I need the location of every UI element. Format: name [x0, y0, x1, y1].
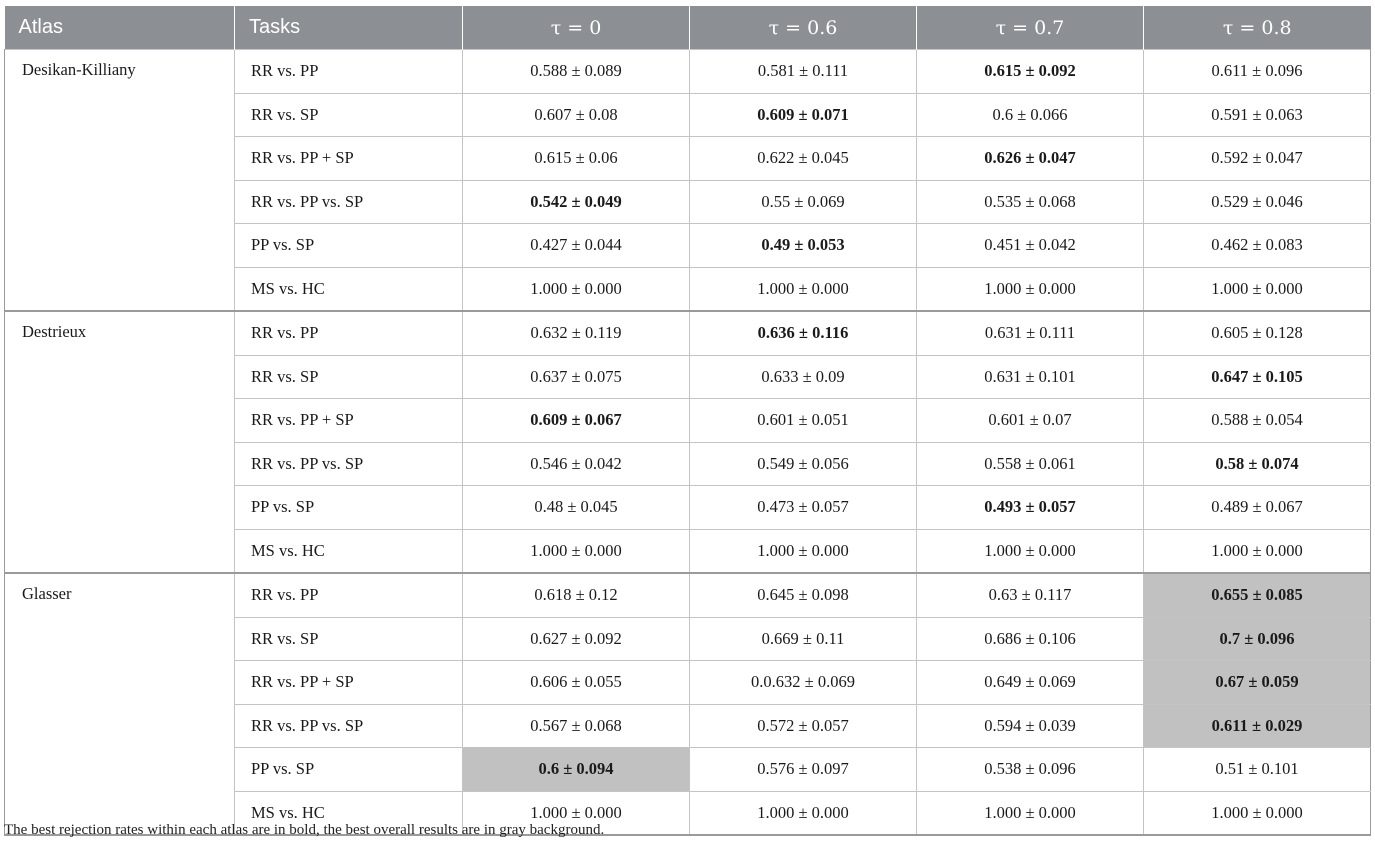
value-cell: 0.605 ± 0.128	[1144, 311, 1371, 355]
task-cell: RR vs. PP	[235, 50, 463, 94]
value-cell: 0.581 ± 0.111	[690, 50, 917, 94]
task-cell: MS vs. HC	[235, 791, 463, 835]
value-cell: 0.655 ± 0.085	[1144, 573, 1371, 617]
value-cell: 1.000 ± 0.000	[690, 791, 917, 835]
value-cell: 0.645 ± 0.098	[690, 573, 917, 617]
value-cell: 0.631 ± 0.101	[917, 355, 1144, 399]
task-cell: RR vs. PP vs. SP	[235, 180, 463, 224]
task-cell: RR vs. PP + SP	[235, 399, 463, 443]
task-cell: RR vs. PP + SP	[235, 137, 463, 181]
value-cell: 0.633 ± 0.09	[690, 355, 917, 399]
value-cell: 0.686 ± 0.106	[917, 617, 1144, 661]
value-cell: 0.451 ± 0.042	[917, 224, 1144, 268]
value-cell: 0.576 ± 0.097	[690, 748, 917, 792]
header-tau-0: τ = 0	[463, 6, 690, 50]
atlas-cell: Glasser	[5, 573, 235, 835]
results-table	[4, 6, 1371, 836]
value-cell: 0.631 ± 0.111	[917, 311, 1144, 355]
value-cell: 0.489 ± 0.067	[1144, 486, 1371, 530]
value-cell: 0.607 ± 0.08	[463, 93, 690, 137]
value-cell: 0.51 ± 0.101	[1144, 748, 1371, 792]
value-cell: 0.647 ± 0.105	[1144, 355, 1371, 399]
task-cell: RR vs. PP	[235, 573, 463, 617]
header-atlas: Atlas	[5, 6, 235, 50]
value-cell: 0.632 ± 0.119	[463, 311, 690, 355]
value-cell: 0.567 ± 0.068	[463, 704, 690, 748]
task-cell: RR vs. PP + SP	[235, 661, 463, 705]
value-cell: 0.609 ± 0.071	[690, 93, 917, 137]
value-cell: 0.611 ± 0.029	[1144, 704, 1371, 748]
task-cell: MS vs. HC	[235, 267, 463, 311]
value-cell: 0.592 ± 0.047	[1144, 137, 1371, 181]
value-cell: 0.609 ± 0.067	[463, 399, 690, 443]
value-cell: 0.626 ± 0.047	[917, 137, 1144, 181]
task-cell: RR vs. SP	[235, 355, 463, 399]
value-cell: 0.669 ± 0.11	[690, 617, 917, 661]
value-cell: 0.493 ± 0.057	[917, 486, 1144, 530]
value-cell: 0.591 ± 0.063	[1144, 93, 1371, 137]
value-cell: 0.622 ± 0.045	[690, 137, 917, 181]
value-cell: 1.000 ± 0.000	[690, 267, 917, 311]
value-cell: 0.572 ± 0.057	[690, 704, 917, 748]
header-tasks: Tasks	[235, 6, 463, 50]
task-cell: RR vs. PP vs. SP	[235, 704, 463, 748]
value-cell: 0.618 ± 0.12	[463, 573, 690, 617]
table-footnote: The best rejection rates within each atlas are in bold, the best overall results are in gray background.	[4, 822, 605, 838]
value-cell: 0.601 ± 0.051	[690, 399, 917, 443]
value-cell: 1.000 ± 0.000	[463, 791, 690, 835]
value-cell: 0.427 ± 0.044	[463, 224, 690, 268]
value-cell: 0.462 ± 0.083	[1144, 224, 1371, 268]
value-cell: 0.535 ± 0.068	[917, 180, 1144, 224]
value-cell: 0.594 ± 0.039	[917, 704, 1144, 748]
table-row	[5, 573, 1371, 617]
value-cell: 0.529 ± 0.046	[1144, 180, 1371, 224]
value-cell: 0.6 ± 0.066	[917, 93, 1144, 137]
value-cell: 0.538 ± 0.096	[917, 748, 1144, 792]
value-cell: 0.546 ± 0.042	[463, 442, 690, 486]
value-cell: 0.601 ± 0.07	[917, 399, 1144, 443]
table-row	[5, 311, 1371, 355]
value-cell: 1.000 ± 0.000	[917, 791, 1144, 835]
value-cell: 0.48 ± 0.045	[463, 486, 690, 530]
task-cell: PP vs. SP	[235, 486, 463, 530]
value-cell: 0.558 ± 0.061	[917, 442, 1144, 486]
value-cell: 0.6 ± 0.094	[463, 748, 690, 792]
header-tau-0-8: τ = 0.8	[1144, 6, 1371, 50]
value-cell: 1.000 ± 0.000	[463, 267, 690, 311]
value-cell: 0.588 ± 0.089	[463, 50, 690, 94]
value-cell: 0.63 ± 0.117	[917, 573, 1144, 617]
task-cell: RR vs. SP	[235, 93, 463, 137]
value-cell: 0.649 ± 0.069	[917, 661, 1144, 705]
value-cell: 0.636 ± 0.116	[690, 311, 917, 355]
value-cell: 0.55 ± 0.069	[690, 180, 917, 224]
value-cell: 1.000 ± 0.000	[917, 529, 1144, 573]
value-cell: 0.49 ± 0.053	[690, 224, 917, 268]
value-cell: 0.7 ± 0.096	[1144, 617, 1371, 661]
value-cell: 0.542 ± 0.049	[463, 180, 690, 224]
header-row	[5, 6, 1371, 50]
value-cell: 0.637 ± 0.075	[463, 355, 690, 399]
value-cell: 1.000 ± 0.000	[1144, 267, 1371, 311]
task-cell: RR vs. PP vs. SP	[235, 442, 463, 486]
value-cell: 0.67 ± 0.059	[1144, 661, 1371, 705]
value-cell: 0.549 ± 0.056	[690, 442, 917, 486]
value-cell: 0.588 ± 0.054	[1144, 399, 1371, 443]
atlas-cell: Destrieux	[5, 311, 235, 573]
value-cell: 1.000 ± 0.000	[463, 529, 690, 573]
task-cell: PP vs. SP	[235, 224, 463, 268]
value-cell: 0.615 ± 0.092	[917, 50, 1144, 94]
value-cell: 1.000 ± 0.000	[690, 529, 917, 573]
value-cell: 0.606 ± 0.055	[463, 661, 690, 705]
value-cell: 0.627 ± 0.092	[463, 617, 690, 661]
header-tau-0-7: τ = 0.7	[917, 6, 1144, 50]
value-cell: 1.000 ± 0.000	[917, 267, 1144, 311]
table-row	[5, 50, 1371, 94]
value-cell: 1.000 ± 0.000	[1144, 529, 1371, 573]
value-cell: 0.58 ± 0.074	[1144, 442, 1371, 486]
task-cell: RR vs. SP	[235, 617, 463, 661]
header-tau-0-6: τ = 0.6	[690, 6, 917, 50]
task-cell: RR vs. PP	[235, 311, 463, 355]
task-cell: PP vs. SP	[235, 748, 463, 792]
atlas-cell: Desikan-Killiany	[5, 50, 235, 312]
value-cell: 0.473 ± 0.057	[690, 486, 917, 530]
task-cell: MS vs. HC	[235, 529, 463, 573]
value-cell: 0.611 ± 0.096	[1144, 50, 1371, 94]
value-cell: 0.0.632 ± 0.069	[690, 661, 917, 705]
value-cell: 0.615 ± 0.06	[463, 137, 690, 181]
value-cell: 1.000 ± 0.000	[1144, 791, 1371, 835]
